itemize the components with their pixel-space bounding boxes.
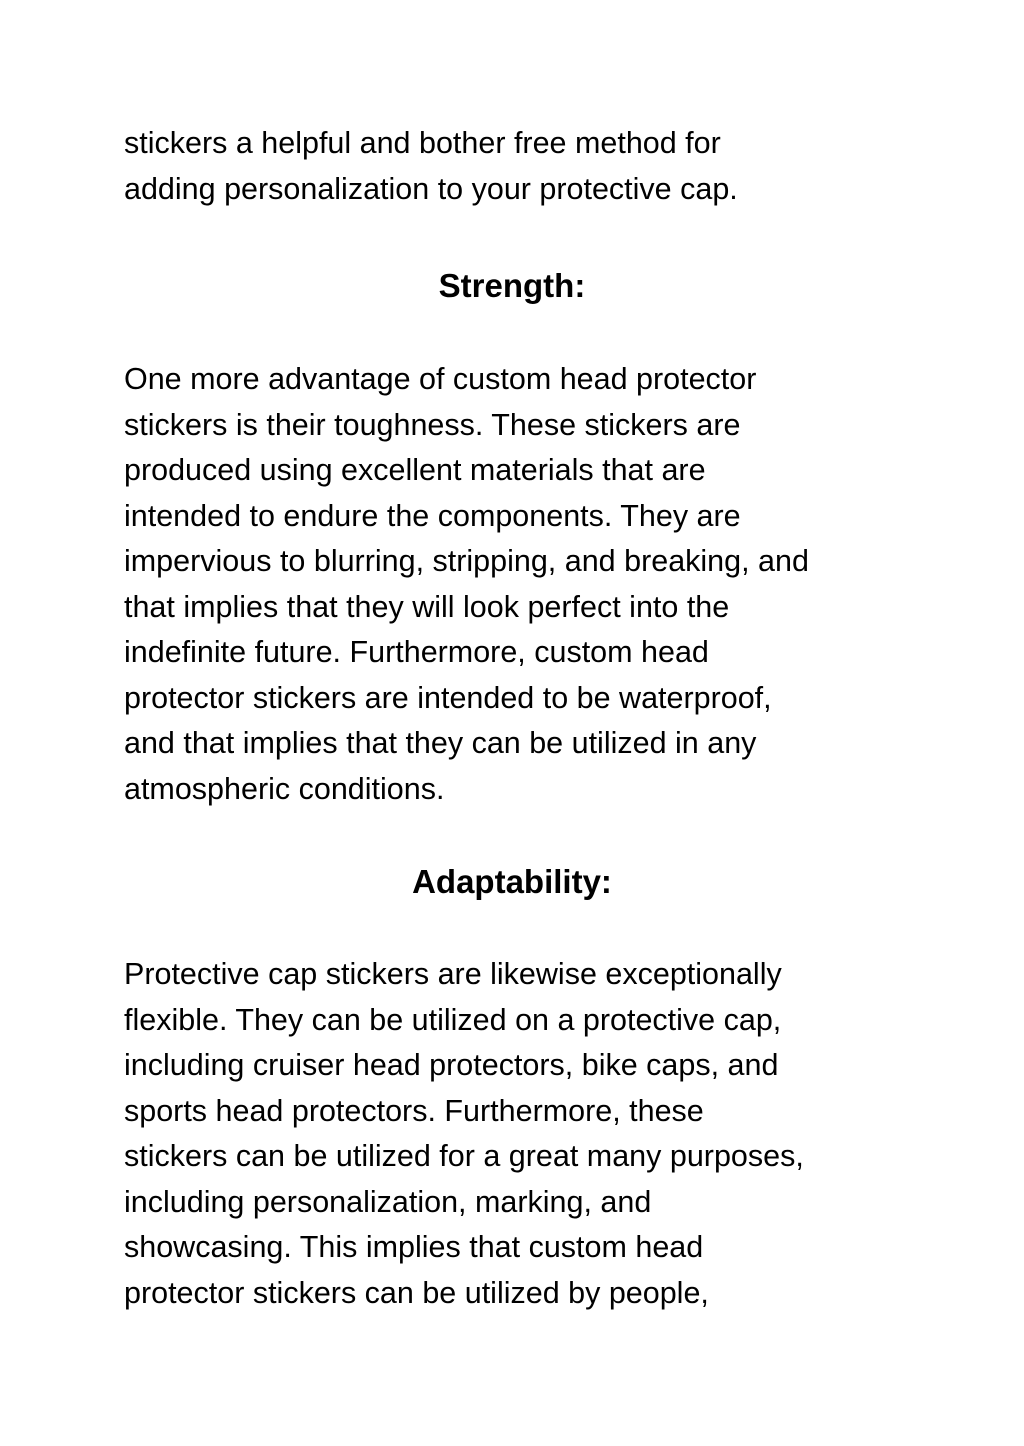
text-line: produced using excellent materials that are <box>124 453 706 487</box>
text-line: protector stickers are intended to be waterproof, <box>124 680 772 715</box>
text-line: stickers is their toughness. These stickers are <box>124 407 741 442</box>
text-line: including personalization, marking, and <box>124 1184 652 1219</box>
section-heading-adaptability: Adaptability: <box>412 863 612 900</box>
text-line: stickers can be utilized for a great many purposes, <box>124 1139 804 1173</box>
text-line: adding personalization to your protective cap. <box>124 171 738 206</box>
text-line: atmospheric conditions. <box>124 771 445 806</box>
text-line: stickers a helpful and bother free method for <box>124 126 721 160</box>
text-line: including cruiser head protectors, bike caps, and <box>124 1048 779 1082</box>
text-line: protector stickers can be utilized by people, <box>124 1275 709 1310</box>
text-line: Protective cap stickers are likewise exceptionally <box>124 957 782 991</box>
text-line: and that implies that they can be utilized in any <box>124 726 757 760</box>
text-line: impervious to blurring, stripping, and breaking, and <box>124 544 809 578</box>
text-line: One more advantage of custom head protector <box>124 362 757 396</box>
strength-paragraph <box>124 357 924 812</box>
text-line: indefinite future. Furthermore, custom head <box>124 635 709 669</box>
text-line: sports head protectors. Furthermore, these <box>124 1093 704 1128</box>
text-line: flexible. They can be utilized on a protective cap, <box>124 1002 782 1037</box>
text-line: that implies that they will look perfect into the <box>124 589 730 624</box>
text-line: showcasing. This implies that custom head <box>124 1230 704 1264</box>
adaptability-paragraph <box>124 952 924 1316</box>
intro-paragraph <box>124 121 924 212</box>
section-heading-strength: Strength: <box>438 267 586 304</box>
text-line: intended to endure the components. They are <box>124 498 741 533</box>
